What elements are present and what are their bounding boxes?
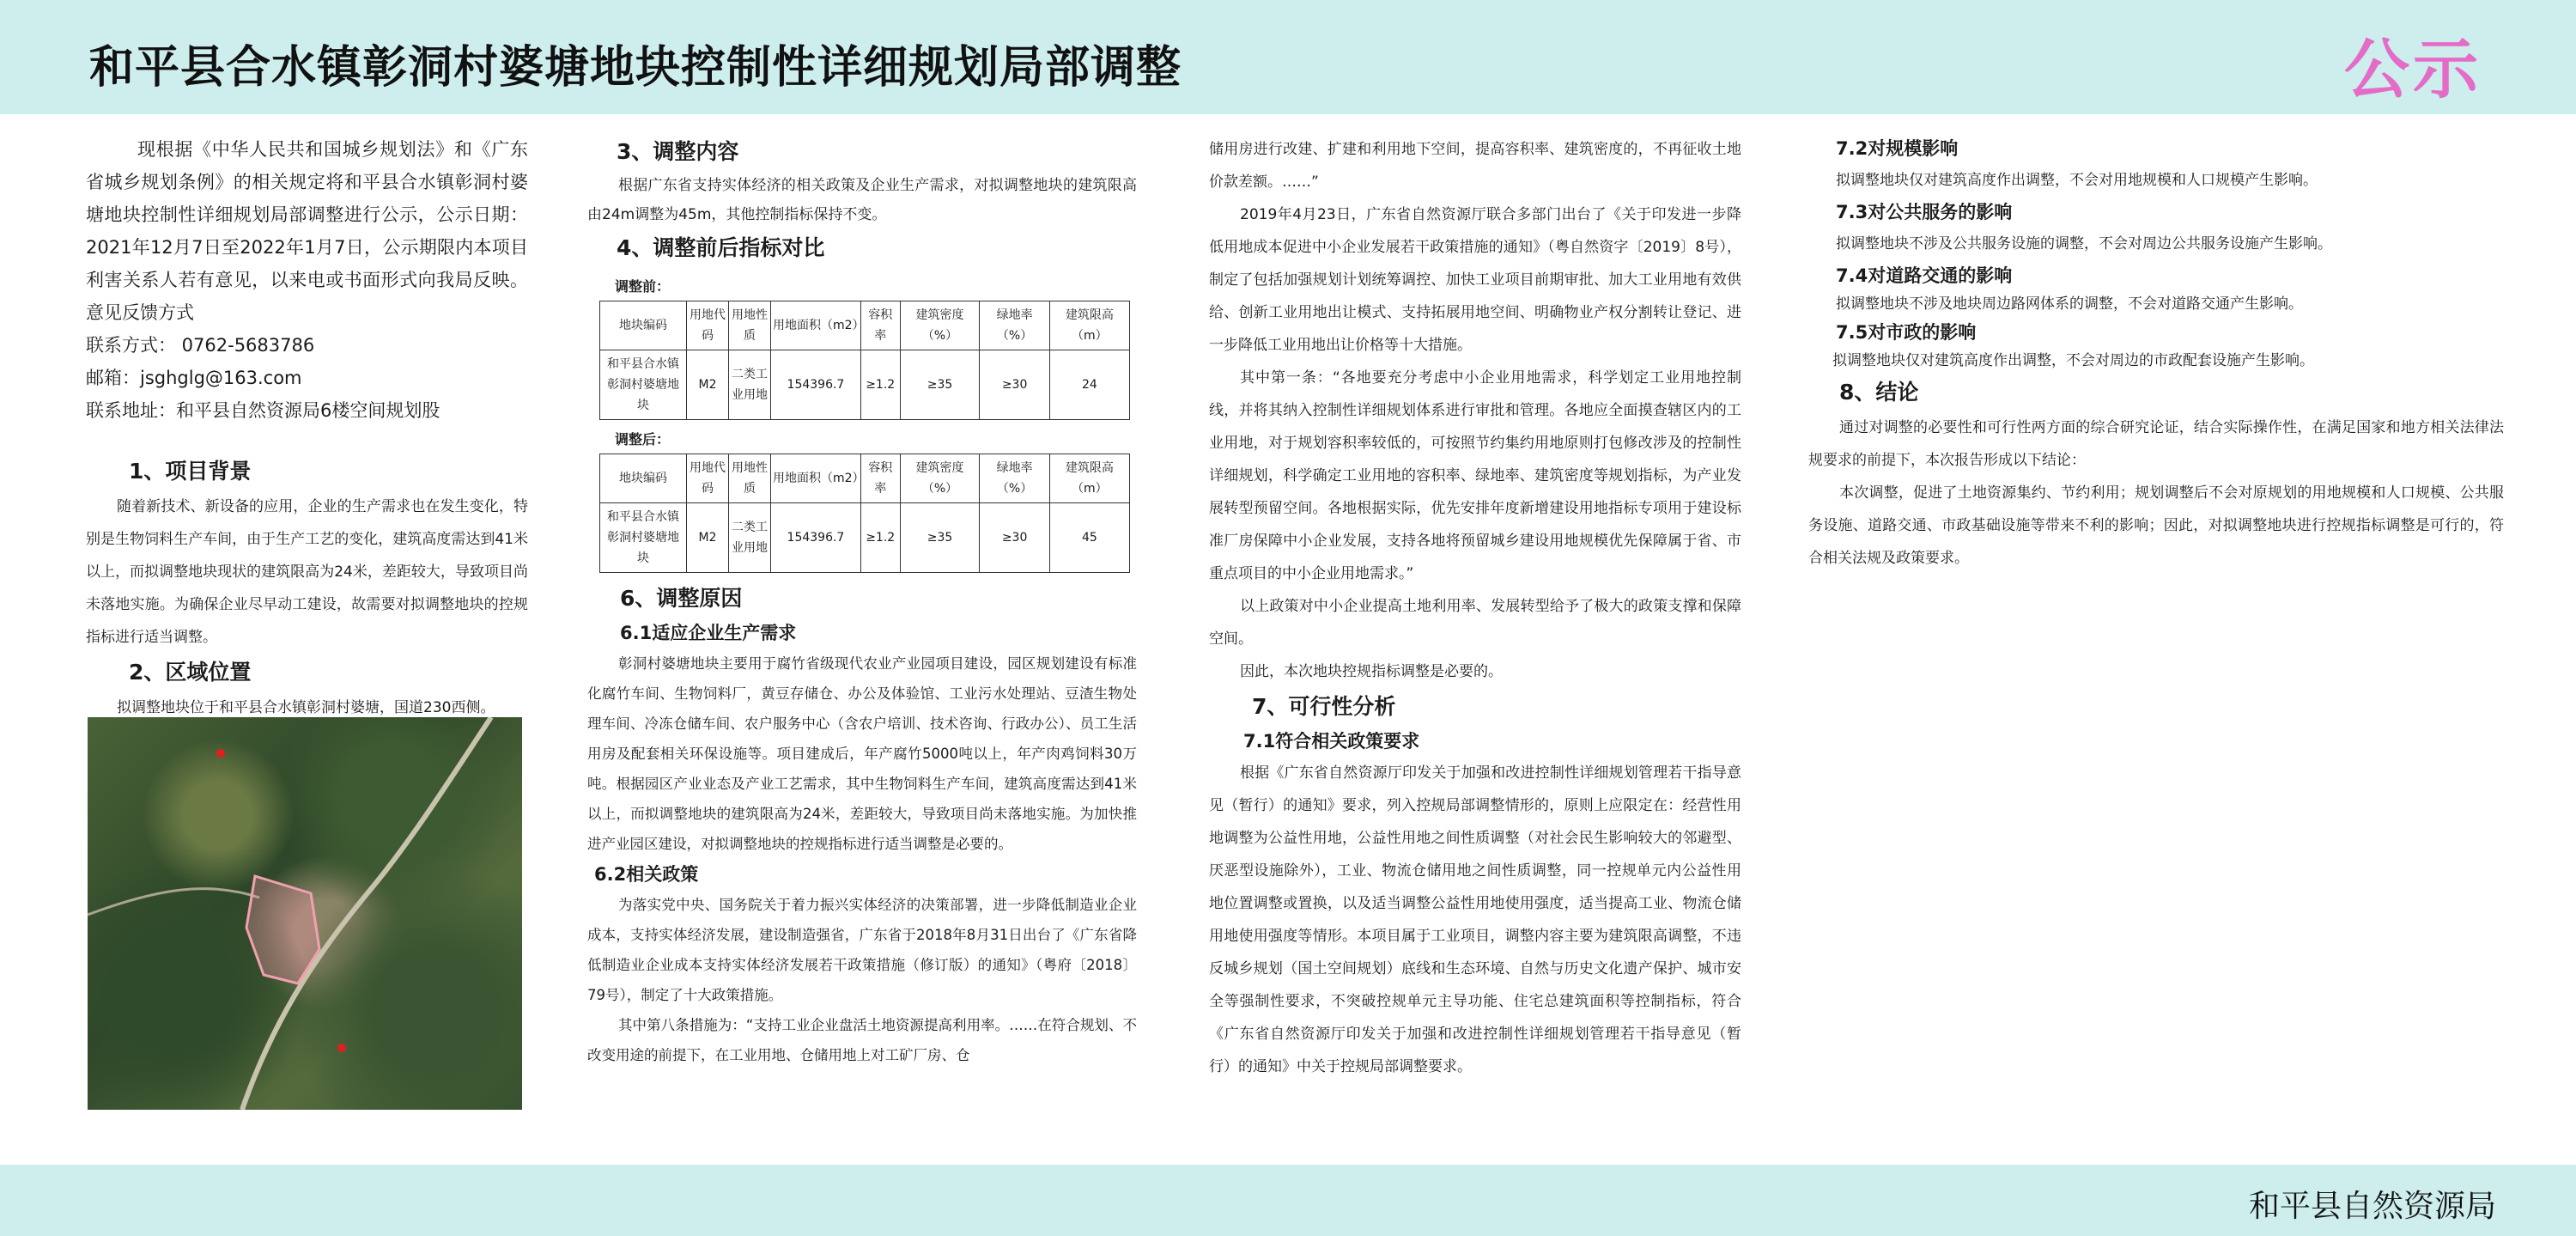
section-6-2-text-2: 其中第八条措施为：“支持工业企业盘活土地资源提高利用率。……在符合规划、不改变用途的前提下，在工业用地、仓储用地上对工矿厂房、仓 [587,1017,1137,1063]
table-cell: 24 [1049,350,1129,420]
section-7-5-title: 7.5对市政的影响 [1836,322,1977,343]
table-header-cell: 用地性质 [729,301,771,350]
contact-email: 邮箱：jsghglg@163.com [86,368,302,388]
policy-article-one-text: 其中第一条：“各地要充分考虑中小企业用地需求，科学划定工业用地控制线，并将其纳入控制性详细规划体系进行审批和管理。各地应全面摸查辖区内的工业用地，对于规划容积率较低的，可按照节约集约用地原则打包修改涉及的控制性详细规划，科学确定工业用地的容积率、绿地率、建筑密度等规划指标，为产业发展转型预留空间。各地根据实际，优先安排年度新增建设用地指标专项用于建设标准厂房保障中小企业发展，支持各地将预留城乡建设用地规模优先保障属于省、市重点项目的中小企业用地需求。” [1209,369,1741,582]
section-4-title: 4、调整前后指标对比 [617,235,825,260]
section-6-title: 6、调整原因 [620,586,743,611]
section-7-4-title: 7.4对道路交通的影响 [1836,265,2013,286]
local-road [88,889,259,915]
table-cell: ≥1.2 [860,350,900,420]
table-header-cell: 建筑限高（m） [1049,301,1129,350]
table-header-cell: 用地面积（m2） [771,301,861,350]
policy-continued-text: 储用房进行改建、扩建和利用地下空间，提高容积率、建筑密度的，不再征收土地价款差额。……” [1209,141,1741,191]
section-7-1-title: 7.1符合相关政策要求 [1243,731,1420,752]
table-header-cell: 容积率 [860,301,900,350]
table-header-cell: 绿地率（%） [980,454,1049,503]
table-header-cell: 用地代码 [687,454,729,503]
table-header-cell: 建筑限高（m） [1049,454,1129,503]
table-header-cell: 地块编码 [600,454,687,503]
table-header-cell: 用地面积（m2） [771,454,861,503]
table-cell: ≥30 [980,350,1049,420]
after-table [599,454,1130,573]
policy-conclusion-text: 因此，本次地块控规指标调整是必要的。 [1240,663,1503,680]
section-8-title: 8、结论 [1839,380,1919,405]
section-7-title: 7、可行性分析 [1252,694,1396,719]
policy-summary-text: 以上政策对中小企业提高土地利用率、发展转型给予了极大的政策支撑和保障空间。 [1209,598,1741,648]
table-cell: ≥1.2 [860,503,900,573]
section-8-text-2: 本次调整，促进了土地资源集约、节约利用；规划调整后不会对原规划的用地规模和人口规模、公共服务设施、道路交通、市政基础设施等带来不利的影响；因此，对拟调整地块进行控规指标调整是可行的，符合相关法规及政策要求。 [1808,484,2504,567]
column-4 [1808,133,2504,575]
section-1-text: 随着新技术、新设备的应用，企业的生产需求也在发生变化，特别是生物饲料生产车间，由于生产工艺的变化，建筑高度需达到41米以上，而拟调整地块现状的建筑限高为24米，差距较大，导致项目尚未落地实施。为确保企业尽早动工建设，故需要对拟调整地块的控规指标进行适当调整。 [86,498,528,646]
section-6-1-title: 6.1适应企业生产需求 [620,623,797,643]
table-cell: 154396.7 [771,503,861,573]
header-band [0,0,2576,114]
table-cell: M2 [687,503,729,573]
policy-2019-text: 2019年4月23日，广东省自然资源厅联合多部门出台了《关于印发进一步降低用地成本促进中小企业发展若干政策措施的通知》（粤自然资字〔2019〕8号），制定了包括加强规划计划统筹调控、加快工业项目前期审批、加大工业用地有效供给、创新工业用地出让模式、支持拓展用地空间、明确物业产权分割转让登记、进一步降低工业用地出让价格等十大措施。 [1209,206,1741,354]
adjustment-parcel-boundary [246,876,319,983]
location-marker [337,1044,346,1052]
section-7-5-text: 拟调整地块仅对建筑高度作出调整，不会对周边的市政配套设施产生影响。 [1832,352,2314,369]
section-2-text: 拟调整地块位于和平县合水镇彰洞村婆塘，国道230西侧。 [117,699,495,716]
table-header-cell: 用地性质 [729,454,771,503]
table-cell: 45 [1049,503,1129,573]
table-cell: ≥30 [980,503,1049,573]
table-cell: ≥35 [900,350,980,420]
issuing-organization: 和平县自然资源局 [2248,1189,2496,1224]
section-6-2-text-1: 为落实党中央、国务院关于着力振兴实体经济的决策部署，进一步降低制造业企业成本，支持实体经济发展，建设制造强省，广东省于2018年8月31日出台了《广东省降低制造业企业成本支持实体经济发展若干政策措施（修订版）的通知》（粤府〔2018〕79号），制定了十大政策措施。 [587,897,1137,1003]
table-row [600,350,1130,420]
map-overlay [88,717,522,1110]
before-table [599,301,1130,420]
table-cell: 154396.7 [771,350,861,420]
table-header-cell: 地块编码 [600,301,687,350]
section-1-title: 1、项目背景 [129,459,252,484]
table-cell: M2 [687,350,729,420]
table-header-row [600,301,1130,350]
before-table-label: 调整前： [615,278,671,295]
notice-stamp: 公示 [2344,31,2482,107]
after-table-label: 调整后： [615,431,671,448]
table-header-row [600,454,1130,503]
intro-paragraph: 现根据《中华人民共和国城乡规划法》和《广东省城乡规划条例》的相关规定将和平县合水镇彰洞村婆塘地块控制性详细规划局部调整进行公示，公示日期：2021年12月7日至2022年1月7日，公示期限内本项目利害关系人若有意见，以来电或书面形式向我局反映。意见反馈方式 [86,139,528,323]
table-header-cell: 容积率 [860,454,900,503]
contact-phone: 联系方式： 0762-5683786 [86,335,315,356]
table-header-cell: 用地代码 [687,301,729,350]
section-8-text-1: 通过对调整的必要性和可行性两方面的综合研究论证，结合实际操作性，在满足国家和地方相关法律法规要求的前提下，本次报告形成以下结论： [1808,419,2504,469]
column-1 [86,133,528,724]
table-cell: 和平县合水镇彰洞村婆塘地块 [600,350,687,420]
section-6-1-text: 彰洞村婆塘地块主要用于腐竹省级现代农业产业园项目建设，园区规划建设有标准化腐竹车间、生物饲料厂，黄豆存储仓、办公及体验馆、工业污水处理站、豆渣生物处理车间、冷冻仓储车间、农户服务中心（含农户培训、技术咨询、行政办公）、员工生活用房及配套相关环保设施等。项目建成后，年产腐竹5000吨以上，年产肉鸡饲料30万吨。根据园区产业业态及产业工艺需求，其中生物饲料生产车间，建筑高度需达到41米以上，而拟调整地块的建筑限高为24米，差距较大，导致项目尚未落地实施。为加快推进产业园区建设，对拟调整地块的控规指标进行适当调整是必要的。 [587,655,1137,852]
section-7-2-text: 拟调整地块仅对建筑高度作出调整，不会对用地规模和人口规模产生影响。 [1836,172,2318,189]
page-title: 和平县合水镇彰洞村婆塘地块控制性详细规划局部调整 [89,42,1182,94]
section-7-3-text: 拟调整地块不涉及公共服务设施的调整，不会对周边公共服务设施产生影响。 [1836,235,2332,253]
table-cell: 二类工业用地 [729,503,771,573]
table-header-cell: 建筑密度（%） [900,301,980,350]
section-6-2-title: 6.2相关政策 [594,864,699,885]
contact-address: 联系地址：和平县自然资源局6楼空间规划股 [86,400,440,421]
section-2-title: 2、区域位置 [129,660,252,685]
section-7-4-text: 拟调整地块不涉及地块周边路网体系的调整，不会对道路交通产生影响。 [1836,295,2303,313]
section-3-title: 3、调整内容 [617,139,739,164]
table-row [600,503,1130,573]
section-7-2-title: 7.2对规模影响 [1836,138,1959,159]
footer-band [0,1165,2576,1236]
section-3-text: 根据广东省支持实体经济的相关政策及企业生产需求，对拟调整地块的建筑限高由24m调整为45m，其他控制指标保持不变。 [587,177,1137,223]
table-header-cell: 绿地率（%） [980,301,1049,350]
location-marker [216,749,225,758]
table-cell: 和平县合水镇彰洞村婆塘地块 [600,503,687,573]
table-cell: ≥35 [900,503,980,573]
section-7-1-text: 根据《广东省自然资源厅印发关于加强和改进控制性详细规划管理若干指导意见（暂行）的通知》要求，列入控规局部调整情形的，原则上应限定在：经营性用地调整为公益性用地，公益性用地之间性质调整（对社会民生影响较大的邻避型、厌恶型设施除外），工业、物流仓储用地之间性质调整，同一控规单元内公益性用地位置调整或置换，以及适当调整公益性用地使用强度，适当提高工业、物流仓储用地使用强度等情形。本项目属于工业项目，调整内容主要为建筑限高调整，不违反城乡规划（国土空间规划）底线和生态环境、自然与历史文化遗产保护、城市安全等强制性要求，不突破控规单元主导功能、住宅总建筑面积等控制指标，符合《广东省自然资源厅印发关于加强和改进控制性详细规划管理若干指导意见（暂行）的通知》中关于控规局部调整要求。 [1209,764,1741,1075]
column-3 [1209,133,1741,1083]
table-cell: 二类工业用地 [729,350,771,420]
column-2 [587,133,1137,1070]
table-header-cell: 建筑密度（%） [900,454,980,503]
section-7-3-title: 7.3对公共服务的影响 [1836,202,2013,222]
location-satellite-map [88,717,522,1110]
